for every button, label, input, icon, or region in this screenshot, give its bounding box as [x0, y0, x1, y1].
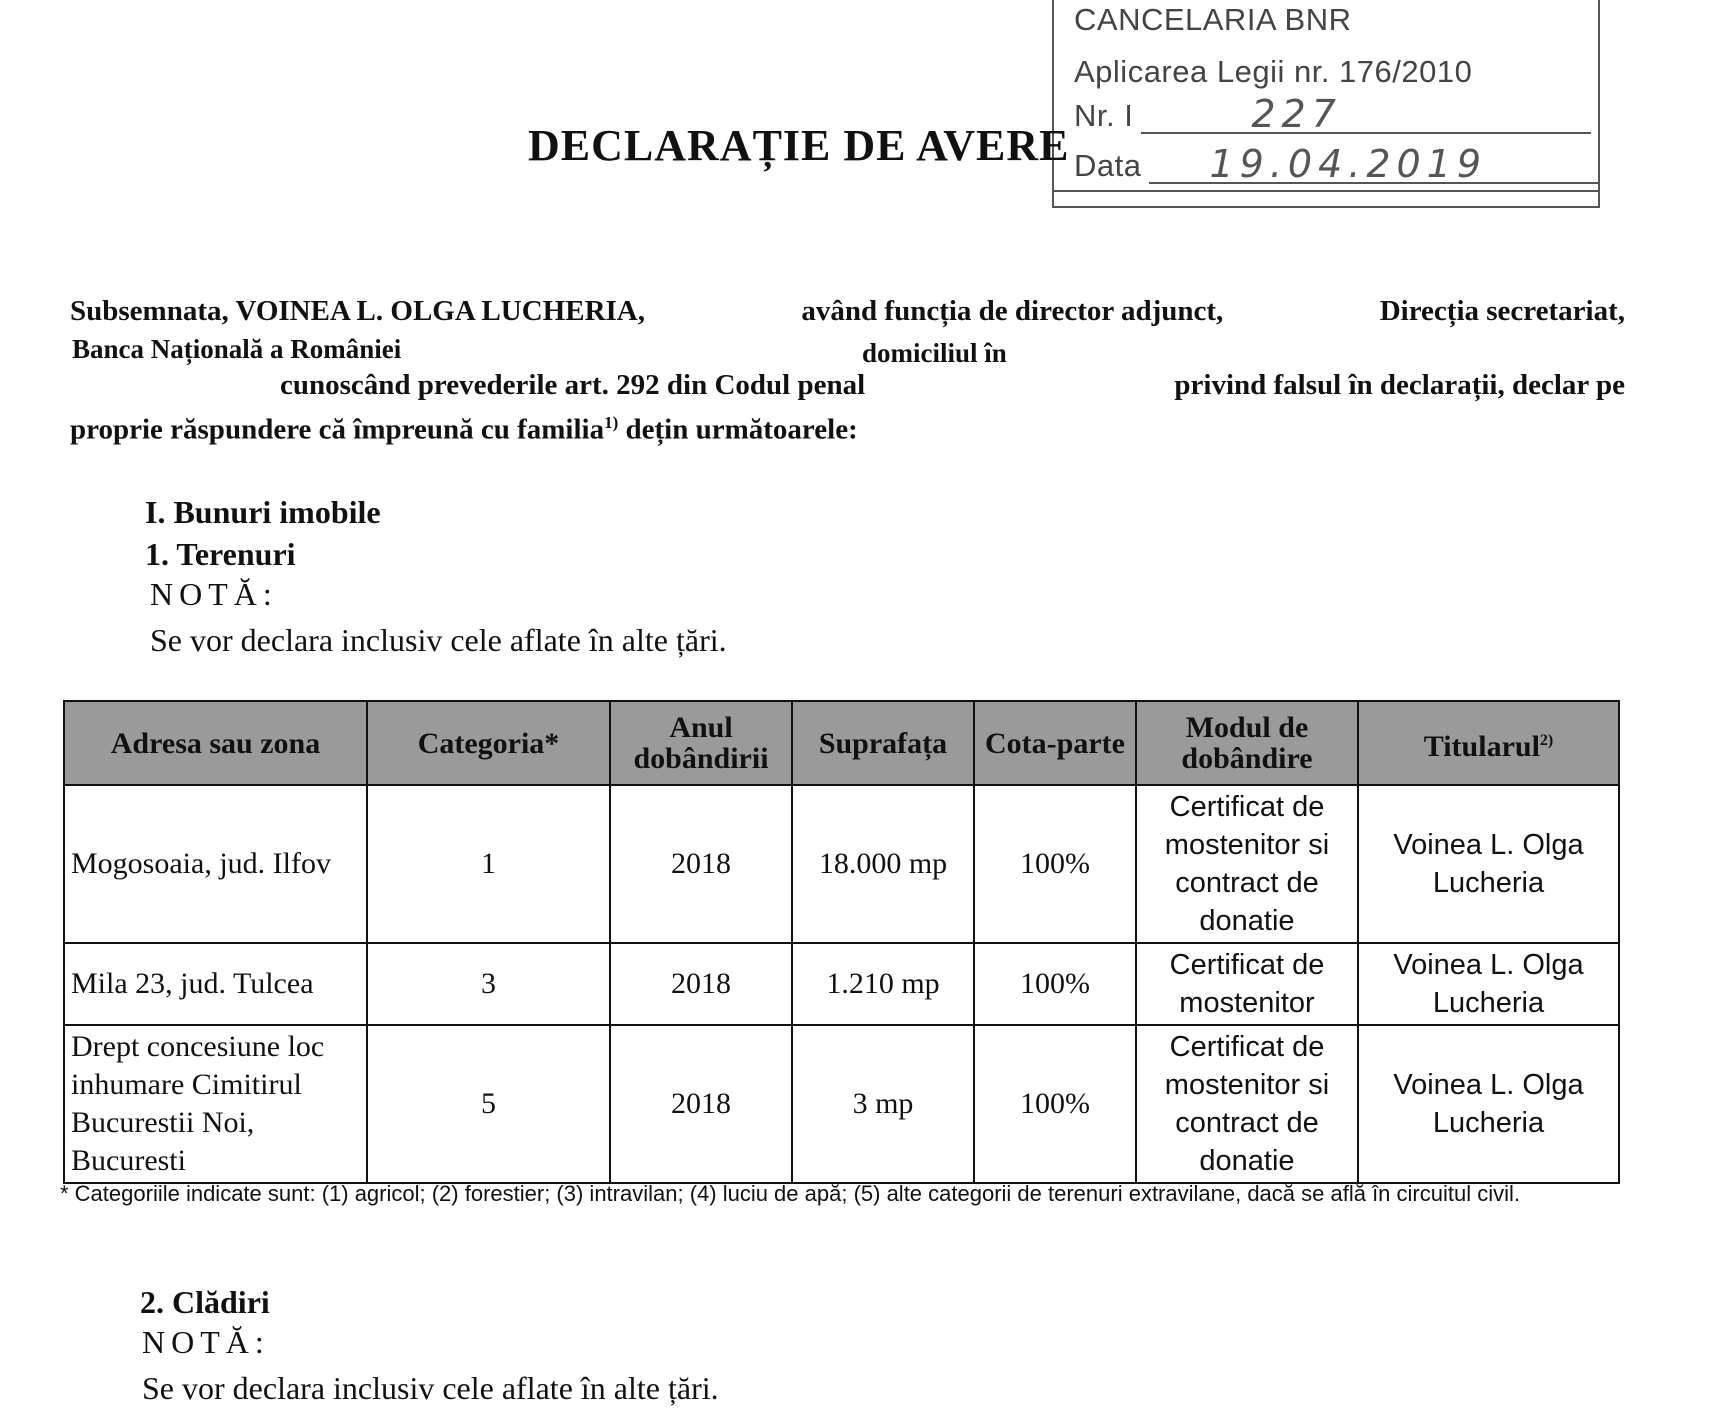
nota-text-1: Se vor declara inclusiv cele aflate în alte țări.	[150, 622, 727, 658]
cell-area: 18.000 mp	[792, 785, 974, 943]
header-acquisition-mode: Modul de dobândire	[1136, 701, 1358, 785]
cell-address: Mila 23, jud. Tulcea	[64, 943, 367, 1025]
intro-domicile: domiciliul în	[862, 338, 1007, 368]
stamp-date-row	[1074, 144, 1599, 184]
table-row	[64, 943, 1619, 1025]
intro-responsibility: proprie răspundere că împreună cu familia	[70, 413, 605, 446]
cell-address: Drept concesiune loc inhumare Cimitirul Bucurestii Noi, Bucuresti	[64, 1025, 367, 1183]
intro-function: având funcția de director adjunct,	[801, 295, 1224, 327]
intro-legal-ref-cont: privind falsul în declarații, declar pe	[1174, 369, 1625, 401]
header-year: Anul dobândirii	[610, 701, 792, 785]
footnote-marker-2: 2)	[1539, 731, 1554, 749]
stamp-date-field	[1149, 144, 1599, 184]
intro-following: dețin următoarele:	[618, 413, 858, 446]
header-address: Adresa sau zona	[64, 701, 367, 785]
intro-name: Subsemnata, VOINEA L. OLGA LUCHERIA,	[70, 295, 645, 327]
cell-area: 3 mp	[792, 1025, 974, 1183]
stamp-law: Aplicarea Legii nr. 176/2010	[1074, 54, 1473, 89]
cell-address: Mogosoaia, jud. Ilfov	[64, 785, 367, 943]
intro-line-1	[70, 292, 1625, 330]
stamp-date-label: Data	[1074, 148, 1142, 183]
declaration-intro	[70, 292, 1625, 449]
cell-acquisition-mode: Certificat de mostenitor si contract de donatie	[1136, 785, 1358, 943]
stamp-title: CANCELARIA BNR	[1074, 2, 1352, 37]
header-owner-label: Titularul	[1423, 729, 1540, 763]
land-table	[63, 700, 1620, 1184]
cell-owner: Voinea L. Olga Lucheria	[1358, 785, 1619, 943]
cell-owner: Voinea L. Olga Lucheria	[1358, 943, 1619, 1025]
table-row	[64, 1025, 1619, 1183]
document-title: DECLARAȚIE DE AVERE	[528, 121, 1070, 170]
intro-bank: Banca Națională a României	[72, 334, 402, 364]
stamp-number-field	[1141, 94, 1591, 134]
cell-category: 5	[367, 1025, 610, 1183]
header-area: Suprafața	[792, 701, 974, 785]
section-heading-real-estate: I. Bunuri imobile	[145, 494, 381, 530]
cell-acquisition-mode: Certificat de mostenitor	[1136, 943, 1358, 1025]
intro-legal-ref: cunoscând prevederile art. 292 din Codul penal	[280, 369, 866, 401]
cell-category: 1	[367, 785, 610, 943]
intro-line-2	[70, 330, 1625, 366]
cell-year: 2018	[610, 943, 792, 1025]
cell-share: 100%	[974, 785, 1136, 943]
stamp-rule	[1054, 190, 1598, 192]
cell-year: 2018	[610, 1025, 792, 1183]
cell-area: 1.210 mp	[792, 943, 974, 1025]
nota-text-2: Se vor declara inclusiv cele aflate în alte țări.	[142, 1370, 719, 1406]
subsection-buildings: 2. Clădiri	[140, 1284, 270, 1320]
cell-share: 100%	[974, 943, 1136, 1025]
category-footnote: * Categoriile indicate sunt: (1) agricol; (2) forestier; (3) intravilan; (4) luciu de apă; (5) alte categorii de terenuri extravilane, dacă se află în circuitul civil.	[60, 1181, 1520, 1206]
cell-share: 100%	[974, 1025, 1136, 1183]
intro-line-4	[70, 404, 1625, 449]
stamp-date-value: 19.04.2019	[1209, 142, 1488, 186]
subsection-land: 1. Terenuri	[145, 536, 296, 572]
cell-category: 3	[367, 943, 610, 1025]
cell-owner: Voinea L. Olga Lucheria	[1358, 1025, 1619, 1183]
stamp-number-label: Nr. I	[1074, 98, 1134, 133]
intro-direction: Direcția secretariat,	[1379, 295, 1625, 327]
table-row	[64, 785, 1619, 943]
nota-label-2: NOTĂ:	[142, 1324, 270, 1360]
cell-acquisition-mode: Certificat de mostenitor si contract de donatie	[1136, 1025, 1358, 1183]
stamp-number-value: 227	[1251, 92, 1342, 136]
cell-year: 2018	[610, 785, 792, 943]
stamp-number-row	[1074, 94, 1591, 134]
footnote-marker-1: 1)	[604, 413, 619, 432]
header-share: Cota-parte	[974, 701, 1136, 785]
intro-line-3	[70, 366, 1625, 404]
header-owner	[1358, 701, 1619, 785]
table-header-row	[64, 701, 1619, 785]
header-category: Categoria*	[367, 701, 610, 785]
nota-label-1: NOTĂ:	[150, 576, 278, 612]
registry-stamp	[1052, 0, 1600, 208]
